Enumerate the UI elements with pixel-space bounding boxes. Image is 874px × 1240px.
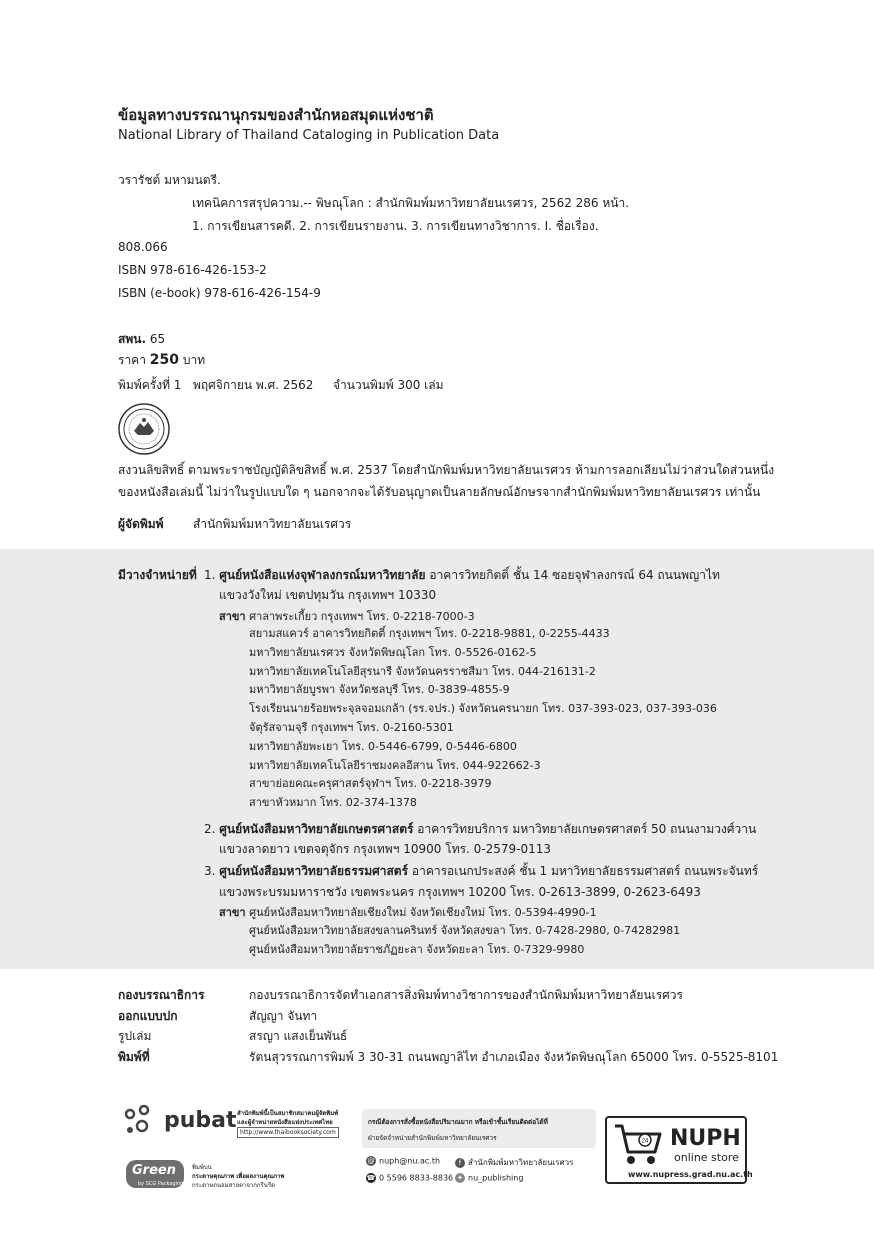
list-item: มหาวิทยาลัยพะเยา โทร. 0-5446-6799, 0-5446-6800 xyxy=(249,739,517,753)
list-item: สยามสแควร์ อาคารวิทยกิตติ์ กรุงเทพฯ โทร. 0-2218-9881, 0-2255-4433 xyxy=(249,627,610,640)
list-item: จัตุรัสจามจุรี กรุงเทพฯ โทร. 0-2160-5301 xyxy=(249,720,454,734)
distributor-2-address-2: แขวงลาดยาว เขตจตุจักร กรุงเทพฯ 10900 โทร. 0-2579-0113 xyxy=(219,842,552,856)
distribution-label: มีวางจำหน่ายที่ xyxy=(118,568,197,582)
call-number: 808.066 xyxy=(118,240,168,254)
distributor-3-branch-list xyxy=(249,921,680,959)
credit-value-layout: สรญา แสงเย็นพันธ์ xyxy=(249,1029,348,1043)
contact-social[interactable] xyxy=(455,1173,523,1183)
green-desc-3: กระดาษถนอมสายตาจากกรีนรีด xyxy=(192,1182,275,1189)
title-thai: ข้อมูลทางบรรณานุกรมของสำนักหอสมุดแห่งชาติ xyxy=(118,106,434,124)
facebook-text: สำนักพิมพ์มหาวิทยาลัยนเรศวร xyxy=(468,1158,574,1167)
pubat-desc-1: สำนักพิมพ์นี้เป็นสมาชิกสมาคมผู้จัดพิมพ์ xyxy=(237,1110,339,1117)
list-item: มหาวิทยาลัยบูรพา จังหวัดชลบุรี โทร. 0-3839-4855-9 xyxy=(249,683,510,697)
distributor-1-number: 1. xyxy=(204,568,216,582)
price-value: 250 xyxy=(149,352,180,368)
social-text: nu_publishing xyxy=(468,1173,524,1183)
price-unit: บาท xyxy=(182,353,206,367)
price-label: ราคา xyxy=(118,353,146,367)
pubat-logo-icon xyxy=(122,1104,160,1140)
credit-value-printer: รัตนสุวรรณการพิมพ์ 3 30-31 ถนนพญาลิไท อำเภอเมือง จังหวัดพิษณุโลก 65000 โทร. 0-5525-8101 xyxy=(249,1049,779,1064)
list-item: ศูนย์หนังสือมหาวิทยาลัยสงขลานครินทร์ จังหวัดสงขลา โทร. 0-7428-2980, 0-74282981 xyxy=(249,924,681,937)
distributor-1 xyxy=(204,566,720,585)
credit-label-printer: พิมพ์ที่ xyxy=(118,1049,150,1064)
green-read-description xyxy=(192,1163,284,1190)
distributor-3 xyxy=(204,862,758,881)
branch-text: ศาลาพระเกี้ยว กรุงเทพฯ โทร. 0-2218-7000-3 xyxy=(249,610,475,623)
distributor-1-branch-list xyxy=(249,625,717,813)
branch-text: ศูนย์หนังสือมหาวิทยาลัยเชียงใหม่ จังหวัดเชียงใหม่ โทร. 0-5394-4990-1 xyxy=(249,906,597,919)
nuph-store-name: NUPH xyxy=(670,1126,741,1151)
publisher-label: ผู้จัดพิมพ์ xyxy=(118,517,164,531)
pubat-desc-2: และผู้จำหน่ายหนังสือแห่งประเทศไทย xyxy=(237,1119,333,1126)
mail-icon: @ xyxy=(367,1157,375,1165)
list-item: มหาวิทยาลัยนเรศวร จังหวัดพิษณุโลก โทร. 0-5526-0162-5 xyxy=(249,645,537,659)
pubat-description xyxy=(237,1109,339,1138)
distributor-3-address: อาคารอเนกประสงค์ ชั้น 1 มหาวิทยาลัยธรรมศาสตร์ ถนนพระจันทร์ xyxy=(411,864,759,878)
green-desc-2: กระดาษคุณภาพ เพื่อผลงานคุณภาพ xyxy=(192,1173,285,1180)
distributor-1-address: อาคารวิทยกิตติ์ ชั้น 14 ซอยจุฬาลงกรณ์ 64 ถนนพญาไท xyxy=(429,568,720,582)
list-item: ศูนย์หนังสือมหาวิทยาลัยราชภัฏยะลา จังหวัดยะลา โทร. 0-7329-9980 xyxy=(249,943,585,956)
contact-facebook[interactable] xyxy=(455,1156,573,1169)
catalog-author: วรารัชต์ มหามนตรี. xyxy=(118,173,221,187)
credit-label-editorial: กองบรรณาธิการ xyxy=(118,988,205,1002)
distributor-3-address-2: แขวงพระบรมมหาราชวัง เขตพระนคร กรุงเทพฯ 10200 โทร. 0-2613-3899, 0-2623-6493 xyxy=(219,885,701,899)
catalog-title-line: เทคนิคการสรุปความ.-- พิษณุโลก : สำนักพิมพ์มหาวิทยาลัยนเรศวร, 2562 286 หน้า. xyxy=(192,196,630,210)
spn-value: 65 xyxy=(149,332,166,346)
nuph-store-url[interactable]: www.nupress.grad.nu.ac.th xyxy=(628,1170,753,1179)
title-english: National Library of Thailand Cataloging in Publication Data xyxy=(118,128,500,143)
distributor-3-name: ศูนย์หนังสือมหาวิทยาลัยธรรมศาสตร์ xyxy=(219,864,409,878)
phone-text: 0 5596 8833-8836 xyxy=(379,1173,454,1183)
list-item: สาขาย่อยคณะครุศาสตร์จุฬาฯ โทร. 0-2218-3979 xyxy=(249,777,492,791)
credit-label-layout: รูปเล่ม xyxy=(118,1029,152,1043)
pubat-url-link[interactable]: http://www.thaibooksociety.com xyxy=(237,1127,339,1138)
phone-icon: ☎ xyxy=(366,1174,376,1182)
contact-phone[interactable] xyxy=(366,1173,453,1183)
credit-label-cover: ออกแบบปก xyxy=(118,1008,178,1023)
green-desc-1: พิมพ์บน xyxy=(192,1164,212,1171)
print-label: พิมพ์ครั้งที่ 1 xyxy=(118,378,182,392)
cart-icon xyxy=(613,1122,663,1168)
list-item: มหาวิทยาลัยเทคโนโลยีราชมงคลอีสาน โทร. 044-922662-3 xyxy=(249,758,541,772)
print-quantity: จำนวนพิมพ์ 300 เล่ม xyxy=(333,378,444,392)
order-info-line-2: ฝ่ายจัดจำหน่ายสำนักพิมพ์มหาวิทยาลัยนเรศวร xyxy=(368,1134,497,1142)
price-line xyxy=(118,351,205,370)
seal-emblem-icon xyxy=(118,403,170,455)
distributor-2 xyxy=(204,820,756,839)
distributor-3-number: 3. xyxy=(204,864,216,878)
branch-label: สาขา xyxy=(219,610,246,623)
catalog-subjects: 1. การเขียนสารคดี. 2. การเขียนรายงาน. 3. การเขียนทางวิชาการ. I. ชื่อเรื่อง. xyxy=(192,219,599,233)
isbn-ebook: ISBN (e-book) 978-616-426-154-9 xyxy=(118,286,321,300)
credits-labels xyxy=(118,985,204,1067)
copyright-line-1: สงวนลิขสิทธิ์ ตามพระราชบัญญัติลิขสิทธิ์ พ.ศ. 2537 โดยสำนักพิมพ์มหาวิทยาลัยนเรศวร ห้ามการลอกเลียนไม่ว่าส่วนใดส่วนหนึ่ง xyxy=(118,463,775,477)
credit-value-cover: สัญญา จันทา xyxy=(249,1008,318,1023)
nuph-store-sub: online store xyxy=(674,1151,739,1164)
pubat-logo-text: pubat xyxy=(164,1108,237,1133)
facebook-icon: f xyxy=(455,1158,465,1168)
distributor-1-name: ศูนย์หนังสือแห่งจุฬาลงกรณ์มหาวิทยาลัย xyxy=(219,568,426,582)
green-read-logo-text: Green xyxy=(132,1163,176,1178)
list-item: มหาวิทยาลัยเทคโนโลยีสุรนารี จังหวัดนครราชสีมา โทร. 044-216131-2 xyxy=(249,664,596,678)
copyright-line-2: ของหนังสือเล่มนี้ ไม่ว่าในรูปแบบใด ๆ นอกจากจะได้รับอนุญาตเป็นลายลักษณ์อักษรจากสำนักพิมพ์มหาวิทยาลัยนเรศวร เท่านั้น xyxy=(118,485,761,499)
order-info-line-1: กรณีต้องการสั่งซื้อหนังสือปริมาณมาก หรือเข้าชั้นเรียนติดต่อได้ที่ xyxy=(368,1118,548,1126)
list-item: โรงเรียนนายร้อยพระจุลจอมเกล้า (รร.จปร.) จังหวัดนครนายก โทร. 037-393-023, 037-393-036 xyxy=(249,702,717,716)
distributor-2-address: อาคารวิทยบริการ มหาวิทยาลัยเกษตรศาสตร์ 50 ถนนงามวงศ์วาน xyxy=(417,822,757,836)
spn-line xyxy=(118,330,165,349)
green-read-sub: by SCG Packaging xyxy=(138,1181,184,1187)
isbn: ISBN 978-616-426-153-2 xyxy=(118,263,267,277)
list-item: สาขาหัวหมาก โทร. 02-374-1378 xyxy=(249,796,417,810)
branch-label: สาขา xyxy=(219,906,246,919)
credits-values xyxy=(249,985,778,1067)
distributor-1-address-2: แขวงวังใหม่ เขตปทุมวัน กรุงเทพฯ 10330 xyxy=(219,588,437,602)
publisher-value: สำนักพิมพ์มหาวิทยาลัยนเรศวร xyxy=(193,517,352,531)
print-date: พฤศจิกายน พ.ศ. 2562 xyxy=(193,378,314,392)
email-text: nuph@nu.ac.th xyxy=(379,1156,441,1166)
social-icon: ✦ xyxy=(455,1173,465,1183)
credit-value-editorial: กองบรรณาธิการจัดทำเอกสารสิ่งพิมพ์ทางวิชาการของสำนักพิมพ์มหาวิทยาลัยนเรศวร xyxy=(249,988,683,1002)
distributor-1-branch-first xyxy=(219,607,475,625)
svg-text:24: 24 xyxy=(641,1138,649,1145)
contact-email[interactable] xyxy=(366,1156,440,1166)
distributor-2-number: 2. xyxy=(204,822,216,836)
spn-label: สพน. xyxy=(118,332,146,346)
distributor-3-branch-first xyxy=(219,903,597,921)
distributor-2-name: ศูนย์หนังสือมหาวิทยาลัยเกษตรศาสตร์ xyxy=(219,822,414,836)
